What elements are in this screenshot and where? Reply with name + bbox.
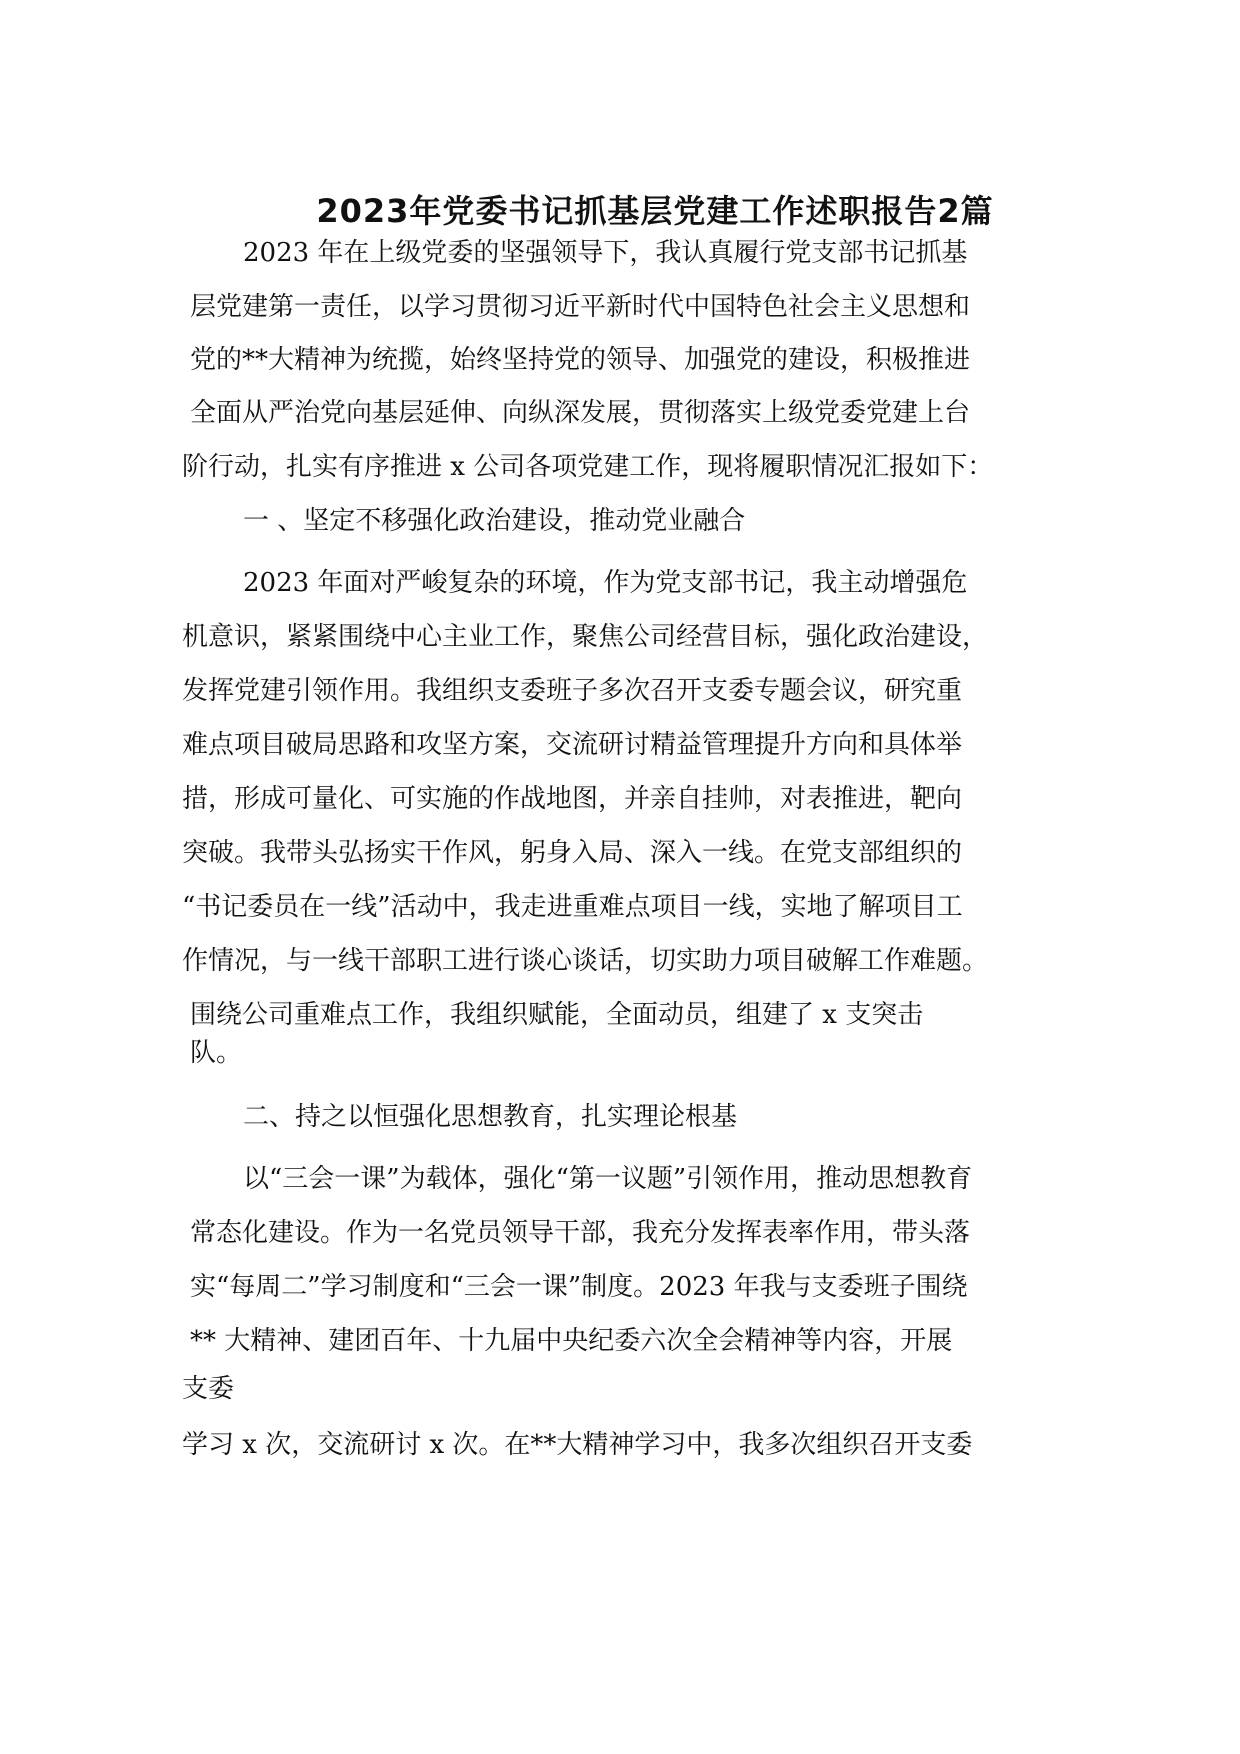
paragraph-line: 突破。我带头弘扬实干作风，躬身入局、深入一线。在党支部组织的 — [182, 838, 963, 868]
paragraph-line: 措，形成可量化、可实施的作战地图，并亲自挂帅，对表推进，靶向 — [182, 784, 963, 814]
paragraph-line: 队。 — [190, 1038, 243, 1068]
paragraph-line: 以“三会一课”为载体，强化“第一议题”引领作用，推动思想教育 — [243, 1164, 973, 1194]
paragraph-line: 2023 年在上级党委的坚强领导下，我认真履行党支部书记抓基 — [243, 238, 968, 268]
paragraph-line: 支委 — [182, 1374, 235, 1404]
paragraph-line: 发挥党建引领作用。我组织支委班子多次召开支委专题会议，研究重 — [182, 676, 963, 706]
paragraph-line: 2023 年面对严峻复杂的环境，作为党支部书记，我主动增强危 — [243, 568, 968, 598]
paragraph-line: ** 大精神、建团百年、十九届中央纪委六次全会精神等内容，开展 — [190, 1326, 953, 1356]
paragraph-line: 常态化建设。作为一名党员领导干部，我充分发挥表率作用，带头落 — [190, 1218, 971, 1248]
paragraph-line: 作情况，与一线干部职工进行谈心谈话，切实助力项目破解工作难题。 — [182, 946, 989, 976]
paragraph-line: 全面从严治党向基层延伸、向纵深发展，贯彻落实上级党委党建上台 — [190, 398, 971, 428]
paragraph-line: 阶行动，扎实有序推进 x 公司各项党建工作，现将履职情况汇报如下： — [182, 452, 994, 482]
paragraph-line: 实“每周二”学习制度和“三会一课”制度。2023 年我与支委班子围绕 — [190, 1272, 968, 1302]
paragraph-line: 机意识，紧紧围绕中心主业工作，聚焦公司经营目标，强化政治建设， — [182, 622, 989, 652]
paragraph-line: 围绕公司重难点工作，我组织赋能，全面动员，组建了 x 支突击 — [190, 1000, 924, 1030]
paragraph-line: 党的**大精神为统揽，始终坚持党的领导、加强党的建设，积极推进 — [190, 345, 971, 375]
document-title: 2023年党委书记抓基层党建工作述职报告2篇 — [316, 192, 994, 230]
section-heading: 一 、坚定不移强化政治建设，推动党业融合 — [243, 506, 746, 536]
paragraph-line: 难点项目破局思路和攻坚方案，交流研讨精益管理提升方向和具体举 — [182, 730, 963, 760]
paragraph-line: “书记委员在一线”活动中，我走进重难点项目一线，实地了解项目工 — [182, 892, 963, 922]
section-heading: 二、持之以恒强化思想教育，扎实理论根基 — [243, 1102, 738, 1132]
paragraph-line: 学习 x 次，交流研讨 x 次。在**大精神学习中，我多次组织召开支委 — [182, 1430, 973, 1460]
paragraph-line: 层党建第一责任，以学习贯彻习近平新时代中国特色社会主义思想和 — [190, 292, 971, 322]
